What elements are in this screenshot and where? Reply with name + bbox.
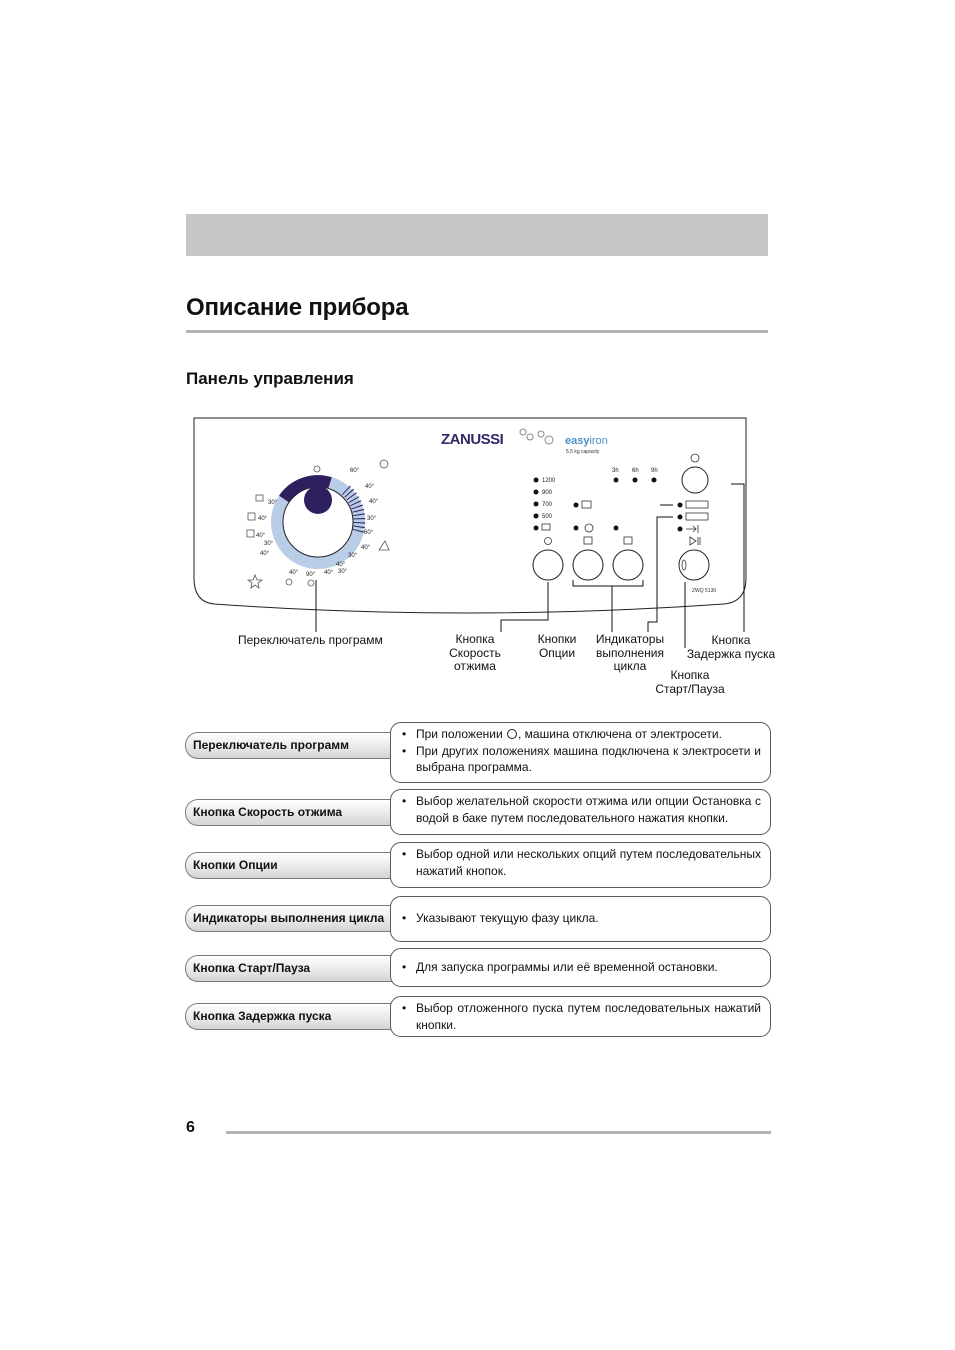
capacity-text: 5,5 kg capacity — [566, 449, 600, 455]
control-panel-illustration — [188, 410, 748, 648]
description-row — [185, 948, 771, 987]
option-button-1 — [573, 550, 603, 580]
dial-temp: 30° — [348, 553, 358, 559]
row-label: Переключатель программ — [185, 732, 395, 759]
option-indicators — [574, 501, 619, 532]
callout-spin-button: Кнопка Скорость отжима — [449, 632, 501, 673]
program-icon — [286, 579, 292, 585]
callout-program-selector: Переключатель программ — [238, 633, 383, 647]
delay-hour-label: 3h — [612, 468, 619, 474]
row-description — [390, 948, 771, 987]
callout-delay-button: Кнопка Задержка пуска — [686, 633, 776, 661]
dial-temp: 30° — [264, 541, 274, 547]
program-icon — [380, 460, 388, 468]
dial-temp: 40° — [365, 484, 375, 490]
dial-temp: 60° — [364, 530, 374, 536]
option-icon — [624, 537, 632, 544]
description-row — [185, 722, 771, 783]
row-label: Кнопки Опции — [185, 852, 395, 879]
callout-option-buttons: Кнопки Опции — [537, 632, 577, 660]
quick-icon — [585, 524, 593, 532]
row-description — [390, 842, 771, 888]
row-description — [390, 996, 771, 1037]
svg-text:easyiron — [565, 435, 608, 447]
dial-temp: 90° — [306, 572, 316, 578]
row-description — [390, 722, 771, 783]
dial-temp: 40° — [324, 570, 334, 576]
callout-progress-indicators: Индикаторы выполнения цикла — [595, 632, 665, 673]
program-icon — [247, 530, 254, 537]
clock-icon — [691, 454, 699, 462]
spin-icon — [545, 538, 552, 545]
page-number: 6 — [186, 1119, 195, 1136]
power-off-icon — [507, 729, 517, 739]
description-bullet: • Выбор одной или нескольких опций путем последовательных нажатий кнопок. — [402, 846, 761, 879]
header-bar — [186, 214, 768, 256]
rinse-hold-icon — [542, 524, 550, 530]
description-row — [185, 842, 771, 888]
iron-icon — [379, 541, 389, 550]
dial-temp: 30° — [268, 500, 278, 506]
spin-speed-label: 900 — [542, 490, 553, 496]
dial-temp: 40° — [256, 533, 266, 539]
page-title: Описание прибора — [186, 294, 409, 321]
dial-temp: 30° — [338, 569, 348, 575]
row-label: Кнопка Старт/Пауза — [185, 955, 395, 982]
program-icon — [248, 513, 255, 520]
iron-text: iron — [589, 435, 608, 447]
option-icon — [584, 537, 592, 544]
row-label: Кнопка Скорость отжима — [185, 799, 395, 826]
spin-speed-label: 700 — [542, 502, 553, 508]
dial-temp: 40° — [258, 516, 268, 522]
row-label: Кнопка Задержка пуска — [185, 1003, 395, 1030]
description-bullet: • Выбор желательной скорости отжима или опции Остановка с водой в баке путем последовательного нажатия кнопки. — [402, 793, 761, 826]
description-bullet: • При других положениях машина подключена к электросети и выбрана программа. — [402, 743, 761, 776]
buttons — [533, 467, 709, 580]
delay-hour-label: 9h — [651, 468, 658, 474]
dial-ring — [277, 479, 359, 563]
description-row — [185, 996, 771, 1037]
footer-rule — [226, 1131, 771, 1134]
dial-temp: 40° — [260, 551, 270, 557]
brand-logo: ZANUSSI — [441, 431, 504, 448]
delay-start-button — [682, 467, 708, 493]
dial-temp: 40° — [289, 570, 299, 576]
row-description — [390, 789, 771, 835]
program-icon — [308, 580, 314, 586]
model-number: ZWQ 5130 — [692, 588, 717, 594]
start-pause-button — [679, 550, 709, 580]
program-icon — [256, 495, 263, 501]
description-bullet: • Указывают текущую фазу цикла. — [402, 910, 761, 927]
spin-speed-label: 500 — [542, 514, 553, 520]
description-row — [185, 896, 771, 942]
play-pause-icon — [690, 537, 700, 545]
description-bullet: • Выбор отложенного пуска путем последовательных нажатий кнопки. — [402, 1000, 761, 1033]
dial-temp: 60° — [350, 468, 360, 474]
option-icon — [582, 501, 591, 508]
dial-temp: 40° — [369, 499, 379, 505]
dial-temp: 40° — [361, 545, 371, 551]
delay-hours — [612, 468, 658, 483]
section-title: Панель управления — [186, 369, 354, 388]
dial-temp: 40° — [336, 562, 346, 568]
easy-text: easy — [565, 435, 590, 447]
spin-speed-label: 1200 — [542, 478, 556, 484]
easy-iron-logo — [520, 429, 608, 455]
description-bullet: • При положении , машина отключена от электросети. — [402, 726, 761, 743]
row-label: Индикаторы выполнения цикла — [185, 905, 395, 932]
delay-hour-label: 6h — [632, 468, 639, 474]
star-icon — [248, 575, 262, 588]
spin-speed-button — [533, 550, 563, 580]
description-row — [185, 789, 771, 835]
title-rule — [186, 330, 768, 333]
description-bullet: • Для запуска программы или её временной остановки. — [402, 959, 761, 976]
spin-speed-indicators — [534, 478, 557, 531]
row-description — [390, 896, 771, 942]
callout-start-pause: Кнопка Старт/Пауза — [655, 668, 725, 696]
dial-temp: 30° — [367, 516, 377, 522]
phase-indicators — [678, 501, 709, 533]
program-icon — [314, 466, 320, 472]
option-button-2 — [613, 550, 643, 580]
